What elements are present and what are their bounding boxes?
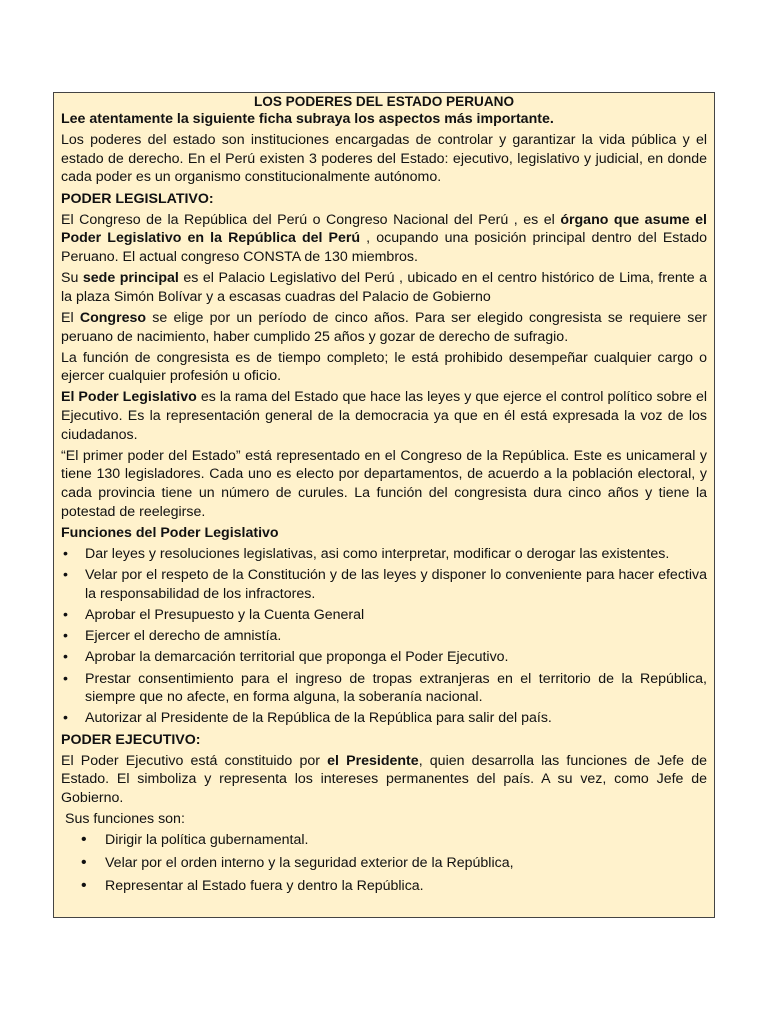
- list-item: • Autorizar al Presidente de la República de la República para salir del país.: [61, 709, 707, 728]
- funciones-ejecutivo-list: [61, 831, 707, 896]
- intro-paragraph: Los poderes del estado son instituciones encargadas de controlar y garantizar la vida pública y el estado de derecho. En el Perú existen 3 poderes del Estado: ejecutivo, legislativo y judicial, en donde cada poder es un organismo constitucionalmente autónomo.: [61, 132, 707, 186]
- paragraph-eleccion: El Congreso se elige por un período de cinco años. Para ser elegido congresista se requiere ser peruano de nacimiento, haber cumplido 25 años y gozar de derecho de sufragio.: [61, 309, 707, 345]
- instruction: Lee atentamente la siguiente ficha subraya los aspectos más importante.: [61, 111, 554, 127]
- paragraph-poder-legislativo: El Poder Legislativo es la rama del Estado que hace las leyes y que ejerce el control político sobre el Ejecutivo. Es la representación general de la democracia ya que en él está expresada la voz de los ciudadanos.: [61, 389, 708, 443]
- funciones-legislativo-heading: Funciones del Poder Legislativo: [61, 524, 279, 541]
- paragraph-primer-poder: “El primer poder del Estado” está representado en el Congreso de la República. Este es unicameral y tiene 130 legisladores. Cada uno es electo por departamentos, de acuerdo a la población electoral, y cada provincia tiene un número de curules. La función del congresista dura cinco años y tiene la potestad de reelegirse.: [61, 447, 707, 520]
- sus-funciones-label: Sus funciones son:: [65, 811, 185, 828]
- section-heading-ejecutivo: PODER EJECUTIVO:: [61, 731, 201, 748]
- paragraph-sede: Su sede principal es el Palacio Legislativo del Perú , ubicado en el centro histórico de Lima, frente a la plaza Simón Bolívar y a escasas cuadras del Palacio de Gobierno: [61, 270, 707, 305]
- paragraph-funcion-congresista: La función de congresista es de tiempo completo; le está prohibido desempeñar cualquier cargo o ejercer cualquier profesión u oficio.: [61, 349, 707, 385]
- list-item: • Aprobar la demarcación territorial que proponga el Poder Ejecutivo.: [61, 648, 707, 667]
- worksheet: [53, 92, 715, 918]
- paragraph-congreso: El Congreso de la República del Perú o Congreso Nacional del Perú , es el órgano que asume el Poder Legislativo en la República del Perú , ocupando una posición principal dentro del Estado Peruano. El actual congreso CONSTA de 130 miembros.: [61, 211, 707, 265]
- list-item: • Velar por el orden interno y la seguridad exterior de la República,: [61, 854, 707, 873]
- list-item: • Velar por el respeto de la Constitución y de las leyes y disponer lo conveniente para hacer efectiva la responsabilidad de los infractores.: [61, 566, 707, 603]
- list-item: • Dar leyes y resoluciones legislativas, asi como interpretar, modificar o derogar las existentes.: [61, 545, 707, 564]
- list-item: • Dirigir la política gubernamental.: [61, 831, 707, 850]
- paragraph-ejecutivo: El Poder Ejecutivo está constituido por el Presidente, quien desarrolla las funciones de Jefe de Estado. El simboliza y representa los intereses permanentes del país. A su vez, como Jefe de Gobierno.: [61, 752, 707, 806]
- list-item: • Ejercer el derecho de amnistía.: [61, 627, 707, 646]
- list-item: • Aprobar el Presupuesto y la Cuenta General: [61, 606, 707, 625]
- section-heading-legislativo: PODER LEGISLATIVO:: [61, 190, 214, 207]
- list-item: • Prestar consentimiento para el ingreso de tropas extranjeras en el territorio de la República, siempre que no afecte, en forma alguna, la soberanía nacional.: [61, 670, 707, 707]
- page-title: LOS PODERES DEL ESTADO PERUANO: [253, 94, 515, 109]
- funciones-legislativo-list: [61, 545, 707, 728]
- list-item: • Representar al Estado fuera y dentro la República.: [61, 877, 707, 896]
